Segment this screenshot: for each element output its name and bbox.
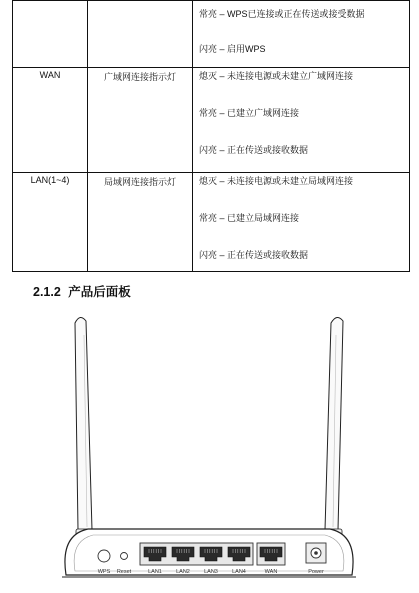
section-number: 2.1.2 bbox=[33, 285, 61, 299]
led-name-cell bbox=[13, 173, 88, 272]
led-state-cell bbox=[193, 1, 410, 68]
led-label-cell bbox=[88, 68, 193, 173]
port-label-lan1: LAN1 bbox=[148, 569, 162, 575]
led-label-cell bbox=[88, 173, 193, 272]
led-state-cell bbox=[193, 173, 410, 272]
led-state: 熄灭 – 未连接电源或未建立广域网连接 bbox=[199, 71, 354, 81]
right-antenna bbox=[325, 317, 343, 539]
led-label-cell bbox=[88, 1, 193, 68]
led-description-table bbox=[12, 0, 410, 272]
led-state: 常亮 – 已建立广域网连接 bbox=[199, 108, 300, 118]
port-label-wan: WAN bbox=[264, 569, 278, 575]
section-title: 产品后面板 bbox=[68, 285, 131, 299]
wps-button bbox=[98, 550, 110, 562]
led-name: WAN bbox=[39, 70, 61, 80]
led-label bbox=[88, 1, 192, 3]
table-row bbox=[13, 173, 410, 272]
led-name-cell bbox=[13, 68, 88, 173]
led-name: LAN(1~4) bbox=[30, 175, 70, 185]
port-label-lan4: LAN4 bbox=[232, 569, 246, 575]
led-state-cell bbox=[193, 68, 410, 173]
led-state: 常亮 – 已建立局域网连接 bbox=[199, 213, 300, 223]
port-label-power: Power bbox=[308, 569, 324, 575]
table-row bbox=[13, 1, 410, 68]
section-heading bbox=[33, 282, 131, 300]
led-name bbox=[13, 1, 87, 3]
led-state: 闪亮 – 启用WPS bbox=[199, 44, 266, 54]
led-state: 熄灭 – 未连接电源或未建立局域网连接 bbox=[199, 176, 354, 186]
port-label-wps: WPS bbox=[97, 569, 111, 575]
led-label: 局域网连接指示灯 bbox=[103, 177, 176, 187]
router-rear-panel-illustration bbox=[0, 305, 419, 593]
reset-button bbox=[121, 553, 128, 560]
led-state: 常亮 – WPS已连接或正在传送或接受数据 bbox=[199, 9, 365, 19]
port-label-lan2: LAN2 bbox=[176, 569, 190, 575]
left-antenna bbox=[75, 317, 92, 539]
power-jack-pin bbox=[314, 551, 318, 555]
port-label-reset: Reset bbox=[116, 569, 132, 575]
led-label: 广域网连接指示灯 bbox=[103, 72, 176, 82]
led-state: 闪亮 – 正在传送或接收数据 bbox=[199, 250, 309, 260]
port-label-lan3: LAN3 bbox=[204, 569, 218, 575]
table-row bbox=[13, 68, 410, 173]
led-state: 闪亮 – 正在传送或接收数据 bbox=[199, 145, 309, 155]
led-name-cell bbox=[13, 1, 88, 68]
